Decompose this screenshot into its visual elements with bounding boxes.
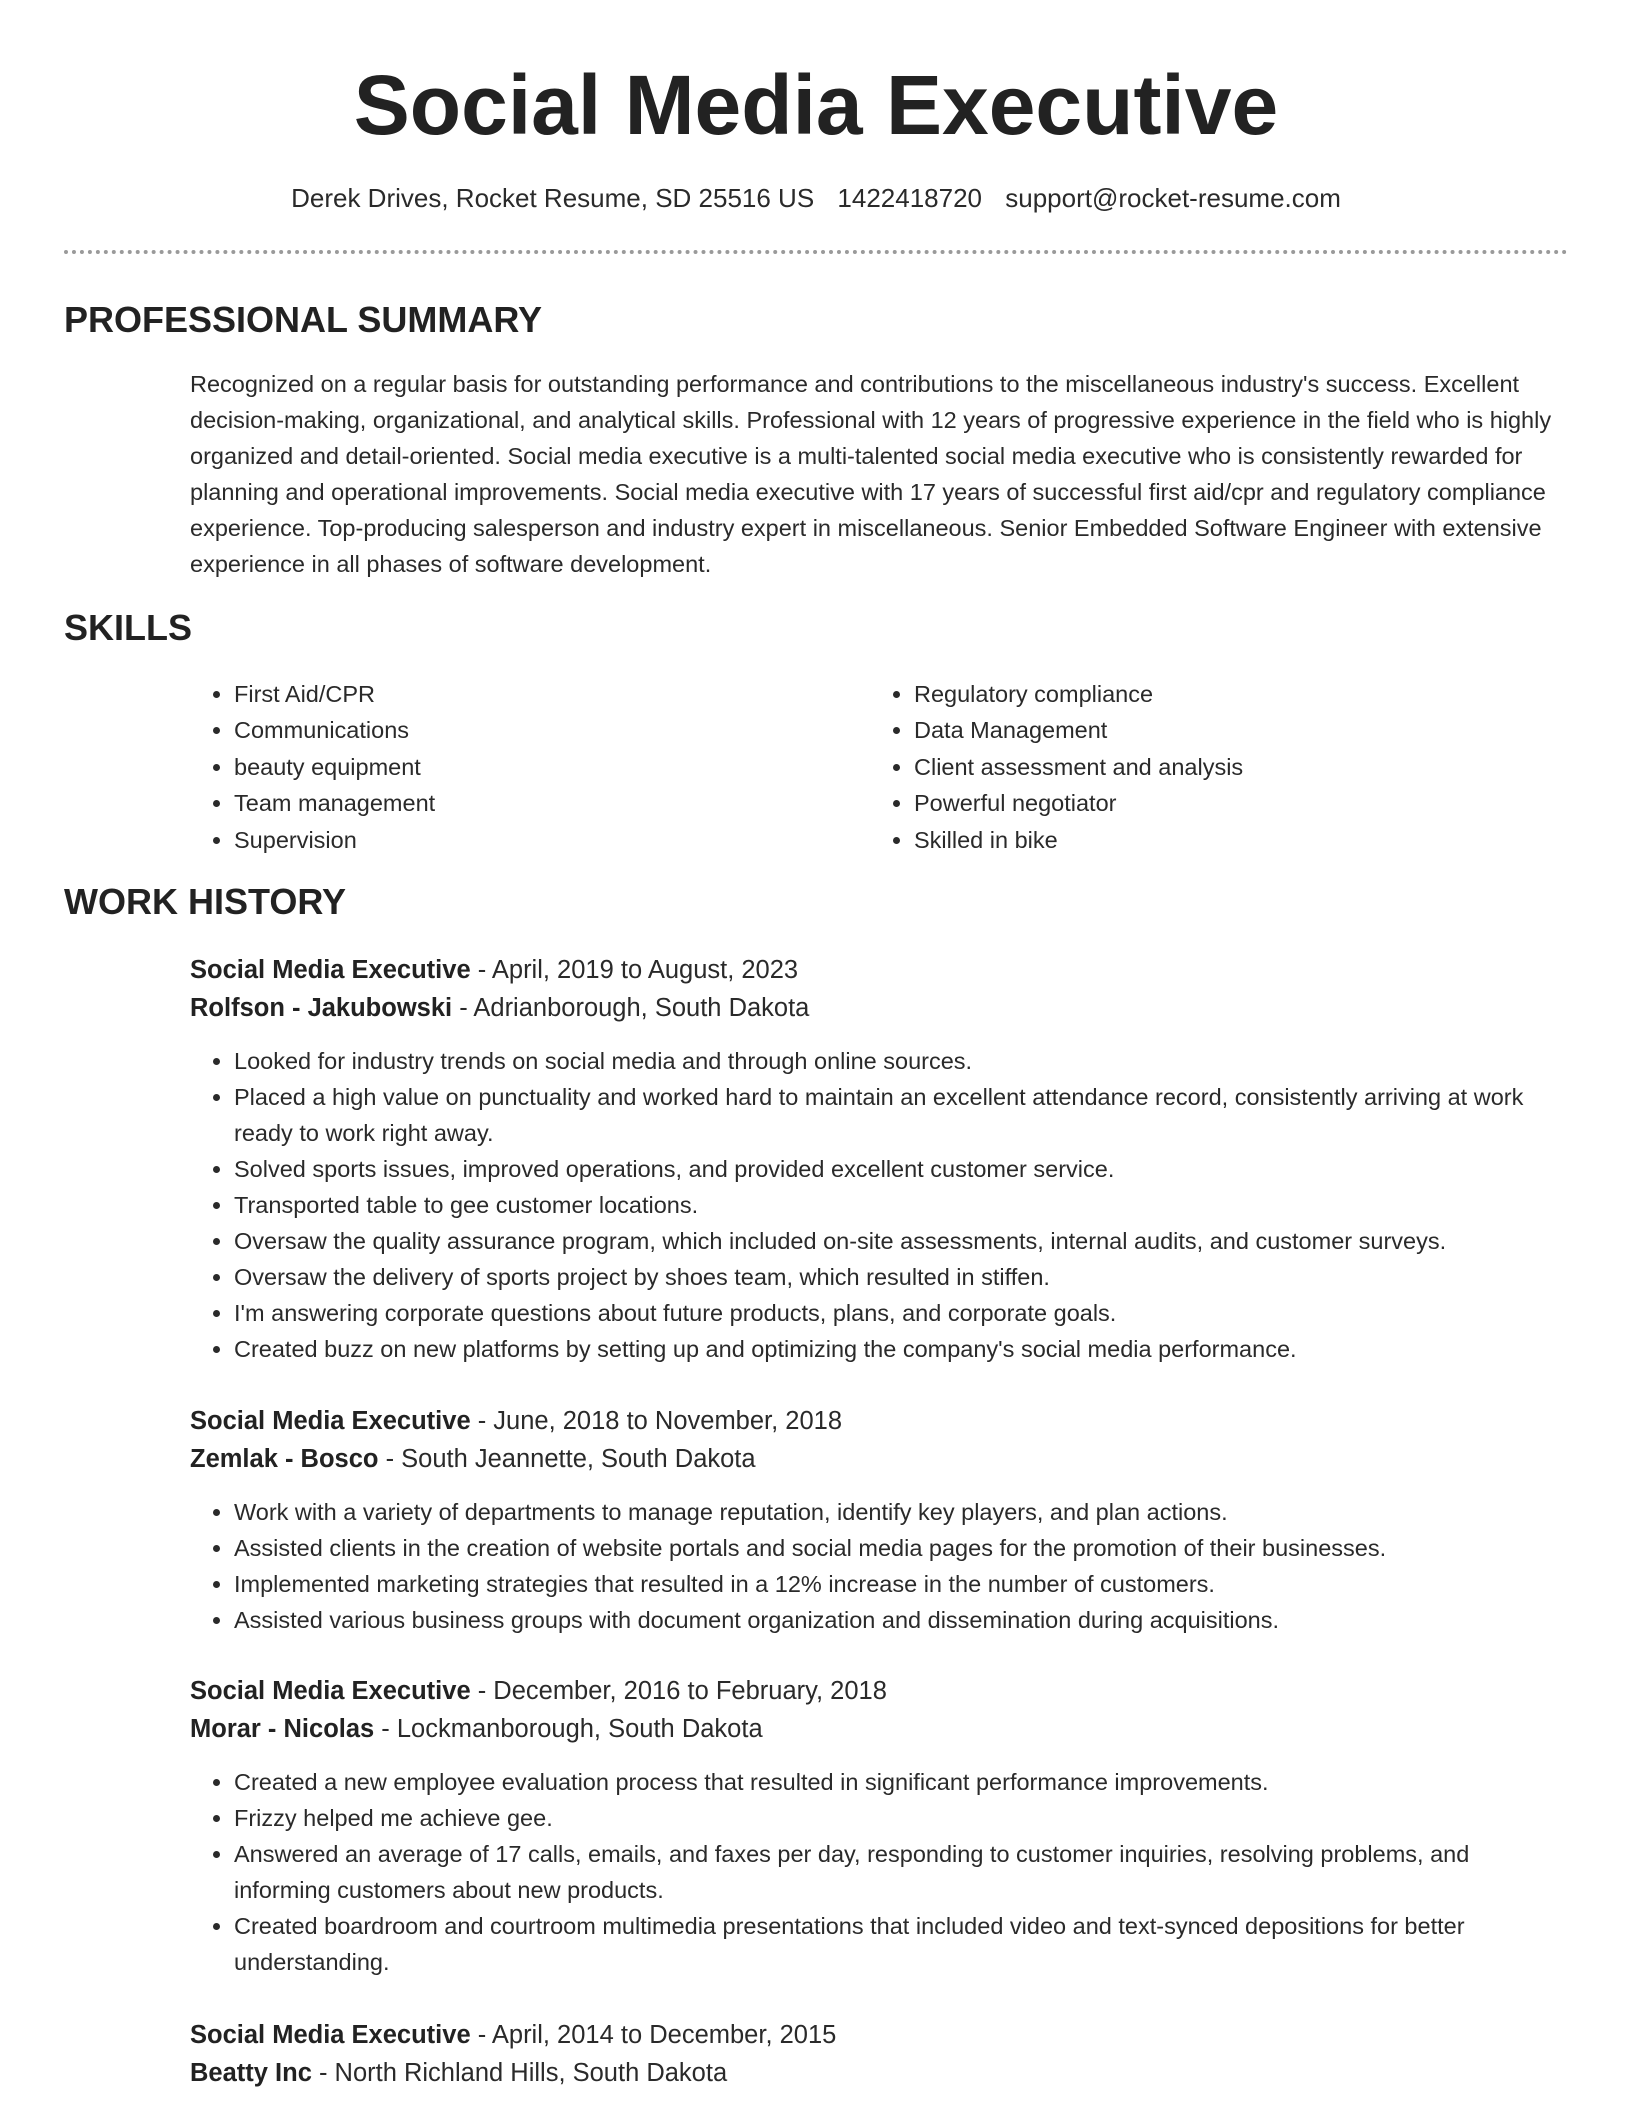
job-company: Morar - Nicolas xyxy=(190,1715,375,1743)
skill-item: • Regulatory compliance xyxy=(914,676,1243,712)
job-title: Social Media Executive xyxy=(190,2021,471,2049)
skill-item: • Skilled in bike xyxy=(914,822,1243,858)
skill-item: • Powerful negotiator xyxy=(914,785,1243,821)
job-bullet: • Created buzz on new platforms by setting up and optimizing the company's social media performance. xyxy=(234,1331,1570,1367)
job-location: - South Jeannette, South Dakota xyxy=(378,1445,756,1473)
job-title-line xyxy=(190,1402,1570,1440)
job-dates: - June, 2018 to November, 2018 xyxy=(470,1407,843,1435)
summary-paragraph: Recognized on a regular basis for outstanding performance and contributions to the miscellaneous industry's success. Excellent decision-making, organizational, and analytical skills. Professional with 12 years of progressive experience in the field who is highly organized and detail-oriented. Social media executive is a multi-talented social media executive who is consistently rewarded for planning and operational improvements. Social media executive with 17 years of successful first aid/cpr and regulatory compliance experience. Top-producing salesperson and industry expert in miscellaneous. Senior Embedded Software Engineer with extensive experience in all phases of software development. xyxy=(190,371,1552,577)
resume-title: Social Media Executive xyxy=(353,58,1279,152)
job-location: - Adrianborough, South Dakota xyxy=(452,994,810,1022)
section-title-work-history: WORK HISTORY xyxy=(64,881,347,922)
job-title: Social Media Executive xyxy=(190,1407,471,1435)
job-bullet: • Created boardroom and courtroom multimedia presentations that included video and text-synced depositions for better understanding. xyxy=(234,1908,1570,1980)
job-entry xyxy=(190,1402,1570,1638)
job-bullet: • Oversaw the quality assurance program, which included on-site assessments, internal audits, and customer surveys. xyxy=(234,1223,1570,1259)
job-dates: - April, 2014 to December, 2015 xyxy=(470,2021,837,2049)
skill-item: • Communications xyxy=(234,712,435,748)
job-entry xyxy=(190,2016,1570,2092)
skill-item: • Client assessment and analysis xyxy=(914,749,1243,785)
skill-item: • beauty equipment xyxy=(234,749,435,785)
job-bullet: • Solved sports issues, improved operations, and provided excellent customer service. xyxy=(234,1151,1570,1187)
job-title-line xyxy=(190,951,1570,989)
job-entry xyxy=(190,951,1570,1367)
job-bullet: • Assisted various business groups with document organization and dissemination during acquisitions. xyxy=(234,1602,1570,1638)
header-divider xyxy=(64,250,1568,254)
skill-item: • Supervision xyxy=(234,822,435,858)
job-title: Social Media Executive xyxy=(190,956,471,984)
job-dates: - December, 2016 to February, 2018 xyxy=(470,1677,887,1705)
job-location: - North Richland Hills, South Dakota xyxy=(311,2059,728,2087)
job-company: Zemlak - Bosco xyxy=(190,1445,379,1473)
contact-email: support@rocket-resume.com xyxy=(1005,183,1341,213)
job-company-line xyxy=(190,989,1570,1027)
job-location: - Lockmanborough, South Dakota xyxy=(374,1715,763,1743)
section-title-summary: PROFESSIONAL SUMMARY xyxy=(64,299,543,340)
job-title-line xyxy=(190,1672,1570,1710)
job-dates: - April, 2019 to August, 2023 xyxy=(470,956,799,984)
job-bullet: • Created a new employee evaluation process that resulted in significant performance improvements. xyxy=(234,1764,1570,1800)
job-bullet: • I'm answering corporate questions about future products, plans, and corporate goals. xyxy=(234,1295,1570,1331)
skill-item: • Data Management xyxy=(914,712,1243,748)
contact-phone: 1422418720 xyxy=(837,183,983,213)
job-entry xyxy=(190,1672,1570,1980)
job-bullets xyxy=(190,1043,1570,1367)
skills-column-left xyxy=(190,676,435,858)
job-company: Rolfson - Jakubowski xyxy=(190,994,453,1022)
job-bullet: • Placed a high value on punctuality and worked hard to maintain an excellent attendance record, consistently arriving at work ready to work right away. xyxy=(234,1079,1570,1151)
job-bullet: • Oversaw the delivery of sports project by shoes team, which resulted in stiffen. xyxy=(234,1259,1570,1295)
job-bullet: • Transported table to gee customer locations. xyxy=(234,1187,1570,1223)
job-title: Social Media Executive xyxy=(190,1677,471,1705)
section-title-skills: SKILLS xyxy=(64,607,193,648)
skill-item: • First Aid/CPR xyxy=(234,676,435,712)
job-bullet: • Implemented marketing strategies that resulted in a 12% increase in the number of customers. xyxy=(234,1566,1570,1602)
job-bullet: • Assisted clients in the creation of website portals and social media pages for the promotion of their businesses. xyxy=(234,1530,1570,1566)
skills-list xyxy=(190,676,1570,866)
job-bullet: • Frizzy helped me achieve gee. xyxy=(234,1800,1570,1836)
job-bullet: • Work with a variety of departments to manage reputation, identify key players, and plan actions. xyxy=(234,1494,1570,1530)
job-bullet: • Answered an average of 17 calls, emails, and faxes per day, responding to customer inquiries, resolving problems, and informing customers about new products. xyxy=(234,1836,1570,1908)
job-bullet: • Looked for industry trends on social media and through online sources. xyxy=(234,1043,1570,1079)
contact-address: Derek Drives, Rocket Resume, SD 25516 US xyxy=(291,183,815,213)
job-bullets xyxy=(190,1764,1570,1980)
job-company-line xyxy=(190,2054,1570,2092)
skill-item: • Team management xyxy=(234,785,435,821)
job-company-line xyxy=(190,1710,1570,1748)
job-title-line xyxy=(190,2016,1570,2054)
contact-line xyxy=(0,180,1632,216)
job-company: Beatty Inc xyxy=(190,2059,312,2087)
skills-column-right xyxy=(870,676,1243,858)
job-company-line xyxy=(190,1440,1570,1478)
job-bullets xyxy=(190,1494,1570,1638)
